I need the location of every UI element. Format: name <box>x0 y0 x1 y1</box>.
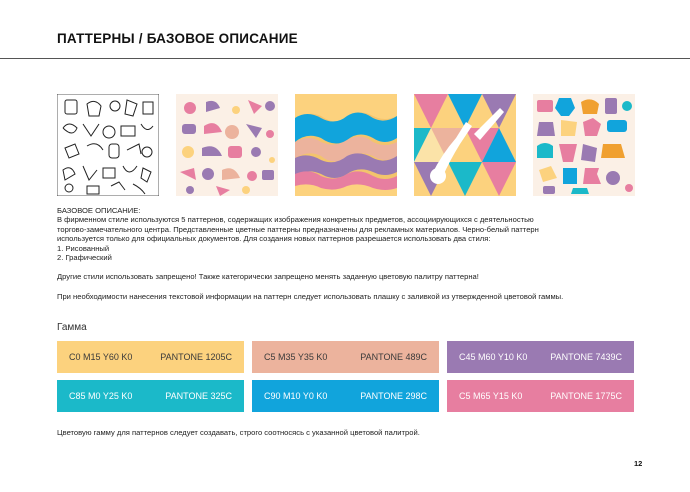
footer-note: Цветовую гамму для паттернов следует создавать, строго соотносясь с указанной цветовой палитрой. <box>57 428 420 437</box>
pattern-waves <box>295 94 397 196</box>
description-heading: БАЗОВОЕ ОПИСАНИЕ: <box>57 206 141 215</box>
header-divider <box>0 58 690 59</box>
description-list-item: 2. Графический <box>57 253 112 263</box>
pattern-line-drawing <box>57 94 159 196</box>
color-swatch <box>57 380 244 412</box>
description-list-item: 1. Рисованный <box>57 243 110 253</box>
pattern-shoes-bags <box>176 94 278 196</box>
swatch-pantone: PANTONE 325C <box>165 391 232 401</box>
swatch-cmyk: C90 M10 Y0 K0 <box>264 391 328 401</box>
swatch-pantone: PANTONE 7439C <box>550 352 622 362</box>
description-block <box>57 206 647 301</box>
pattern-triangles <box>414 94 516 196</box>
swatch-cmyk: C85 M0 Y25 K0 <box>69 391 133 401</box>
warning-paragraph: Другие стили использовать запрещено! Также категорически запрещено менять заданную цветовую палитру паттерна! <box>57 272 479 282</box>
page-title: ПАТТЕРНЫ / БАЗОВОЕ ОПИСАНИЕ <box>57 31 298 46</box>
description-line: используется только для официальных документов. Для создания новых паттернов разрешается использовать два стиля: <box>57 234 491 244</box>
swatch-pantone: PANTONE 1775C <box>550 391 622 401</box>
description-line: В фирменном стиле используются 5 паттернов, содержащих изображения конкретных предметов, ассоциирующихся с деятельностью <box>57 215 534 225</box>
color-swatch <box>252 380 439 412</box>
description-line: торгово-замечательного центра. Представленные цветные паттерны предназначены для рекламных материалов. Черно-белый паттерн <box>57 224 539 234</box>
swatch-cmyk: C5 M35 Y35 K0 <box>264 352 328 362</box>
text-overlay-paragraph: При необходимости нанесения текстовой информации на паттерн следует использовать плашку с заливкой из утвержденной цветовой гаммы. <box>57 291 564 301</box>
color-swatch <box>57 341 244 373</box>
gamma-label: Гамма <box>57 322 87 333</box>
page-number: 12 <box>634 459 643 468</box>
swatch-cmyk: C45 M60 Y10 K0 <box>459 352 528 362</box>
swatch-cmyk: C0 M15 Y60 K0 <box>69 352 133 362</box>
swatch-pantone: PANTONE 298C <box>360 391 427 401</box>
swatch-cmyk: C5 M65 Y15 K0 <box>459 391 523 401</box>
patterns-row <box>57 94 637 196</box>
color-swatch <box>252 341 439 373</box>
swatch-pantone: PANTONE 489C <box>360 352 427 362</box>
pattern-clothing <box>533 94 635 196</box>
color-swatch <box>447 380 634 412</box>
color-swatch <box>447 341 634 373</box>
swatch-pantone: PANTONE 1205C <box>160 352 232 362</box>
